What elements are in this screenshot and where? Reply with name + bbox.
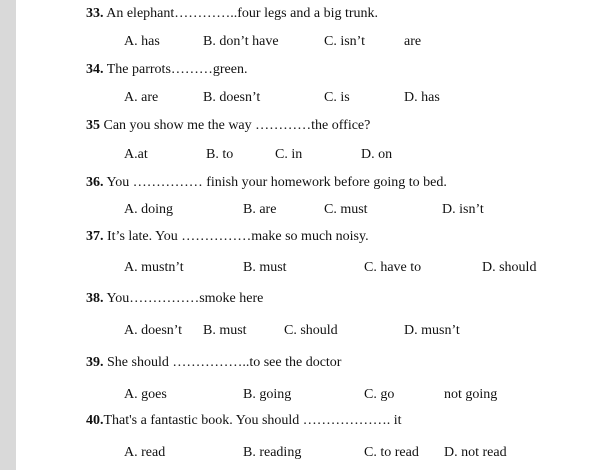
option-d[interactable]: D. on xyxy=(361,147,393,162)
question-number: 36. xyxy=(86,175,104,190)
question-text: You……………smoke here xyxy=(103,291,264,306)
question-number: 35 xyxy=(86,118,100,133)
option-a[interactable]: A. doing xyxy=(124,202,173,217)
option-c[interactable]: C. should xyxy=(284,323,338,338)
question-37 xyxy=(86,229,369,245)
question-34 xyxy=(86,62,247,78)
option-b[interactable]: B. don’t have xyxy=(203,34,279,49)
option-d[interactable]: are xyxy=(404,34,422,49)
question-number: 33. xyxy=(86,6,104,21)
option-b[interactable]: B. reading xyxy=(243,445,302,460)
option-d[interactable]: D. should xyxy=(482,260,537,275)
option-b[interactable]: B. doesn’t xyxy=(203,90,261,105)
option-d[interactable]: D. isn’t xyxy=(442,202,484,217)
question-text: Can you show me the way …………the office? xyxy=(100,118,371,133)
option-c[interactable]: C. isn’t xyxy=(324,34,365,49)
option-c[interactable]: C. to read xyxy=(364,445,419,460)
option-c[interactable]: C. must xyxy=(324,202,368,217)
question-36 xyxy=(86,175,447,191)
worksheet-page xyxy=(16,0,613,470)
option-b[interactable]: B. must xyxy=(203,323,247,338)
question-33 xyxy=(86,6,378,22)
question-text: It’s late. You ……………make so much noisy. xyxy=(103,229,369,244)
option-a[interactable]: A. has xyxy=(124,34,160,49)
option-c[interactable]: C. go xyxy=(364,387,395,402)
option-c[interactable]: C. is xyxy=(324,90,350,105)
option-b[interactable]: B. going xyxy=(243,387,292,402)
option-b[interactable]: B. to xyxy=(206,147,234,162)
option-a[interactable]: A. mustn’t xyxy=(124,260,184,275)
option-a[interactable]: A. goes xyxy=(124,387,167,402)
option-b[interactable]: B. must xyxy=(243,260,287,275)
option-a[interactable]: A. read xyxy=(124,445,166,460)
question-text: That's a fantastic book. You should ………………. it xyxy=(103,413,402,428)
question-text: She should ……………..to see the doctor xyxy=(103,355,342,370)
option-c[interactable]: C. have to xyxy=(364,260,422,275)
question-text: You …………… finish your homework before going to bed. xyxy=(103,175,447,190)
question-text: An elephant…………..four legs and a big trunk. xyxy=(103,6,379,21)
question-number: 34. xyxy=(86,62,104,77)
question-number: 40. xyxy=(86,413,104,428)
option-a[interactable]: A.at xyxy=(124,147,148,162)
question-number: 39. xyxy=(86,355,104,370)
question-number: 38. xyxy=(86,291,104,306)
option-d[interactable]: not going xyxy=(444,387,498,402)
option-d[interactable]: D. not read xyxy=(444,445,507,460)
option-c[interactable]: C. in xyxy=(275,147,303,162)
question-text: The parrots………green. xyxy=(103,62,248,77)
question-38 xyxy=(86,291,263,307)
question-40 xyxy=(86,413,402,429)
question-35 xyxy=(86,118,370,134)
option-a[interactable]: A. are xyxy=(124,90,159,105)
question-number: 37. xyxy=(86,229,104,244)
option-a[interactable]: A. doesn’t xyxy=(124,323,183,338)
option-b[interactable]: B. are xyxy=(243,202,277,217)
option-d[interactable]: D. has xyxy=(404,90,440,105)
option-d[interactable]: D. musn’t xyxy=(404,323,460,338)
question-39 xyxy=(86,355,341,371)
